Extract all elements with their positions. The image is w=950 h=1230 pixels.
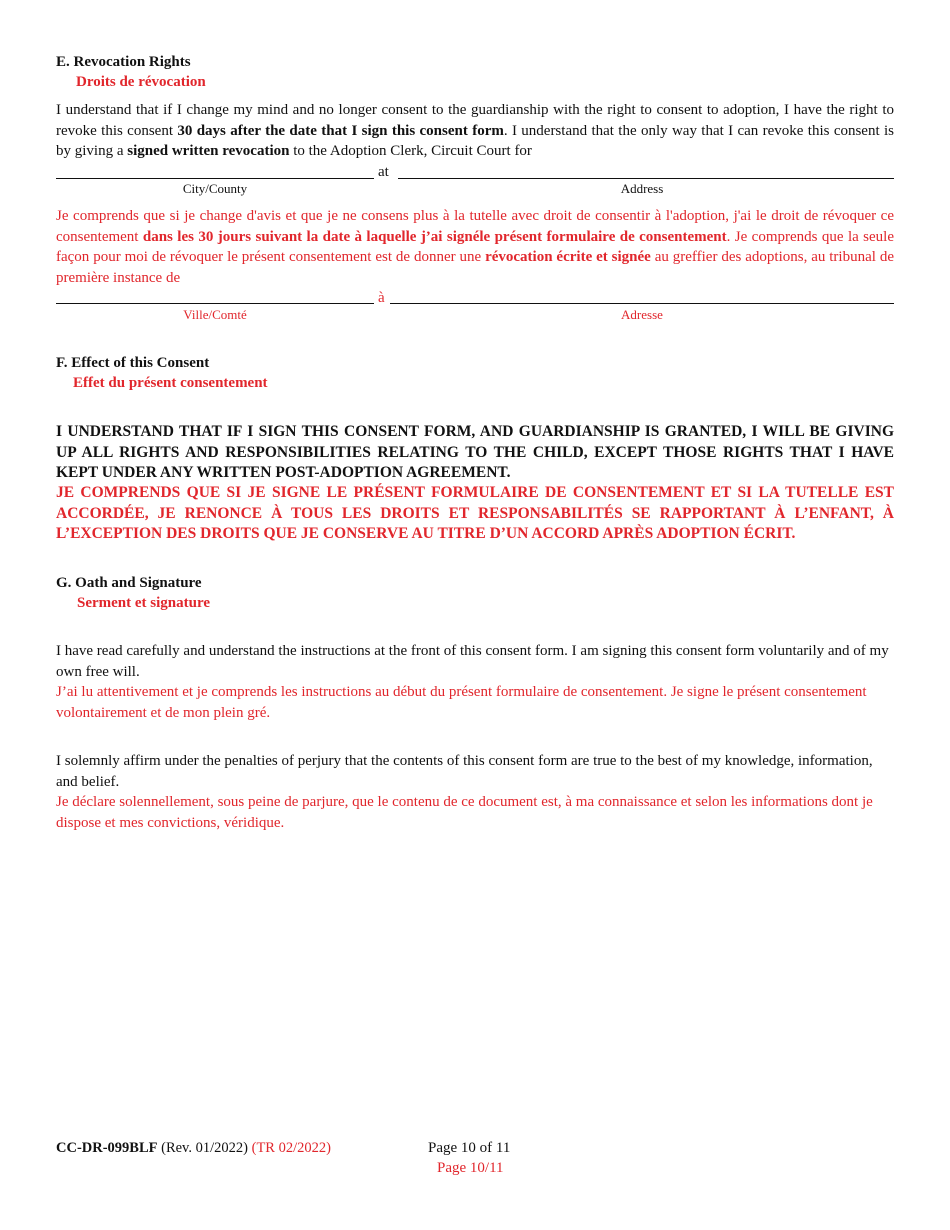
city-county-label: City/County (182, 181, 248, 196)
revocation-paragraph-fr: Je comprends que si je change d'avis et que je ne consens plus à la tutelle avec droit de consentir à l'adoption, j'ai le droit de révoquer ce consentement dans les 30 jours suivant la date à laquelle j’ai signéle présent formulaire de consentement. Je comprends que la seule façon pour moi de révoquer le présent consentement est de donner une révocation écrite et signée au greffier des adoptions, au tribunal de première instance de (56, 208, 894, 286)
form-id: CC-DR-099BLF (56, 1140, 158, 1156)
form-translation-revision: (TR 02/2022) (251, 1140, 331, 1156)
page-number: Page 10 of 11 (428, 1140, 511, 1156)
section-f-title: F. Effect of this Consent (56, 355, 210, 371)
section-g-title: G. Oath and Signature (56, 575, 202, 591)
address-field[interactable] (398, 178, 894, 179)
section-e-title: E. Revocation Rights (56, 54, 191, 70)
form-footer (56, 1138, 331, 1159)
a-label-fr: à (378, 290, 385, 306)
at-label: at (378, 164, 389, 180)
oath-read-en: I have read carefully and understand the instructions at the front of this consent form. I am signing this consent form voluntarily and of my own free will. (56, 643, 889, 680)
city-county-field[interactable] (56, 178, 374, 179)
consent-effect-fr: JE COMPRENDS QUE SI JE SIGNE LE PRÉSENT FORMULAIRE DE CONSENTEMENT ET SI LA TUTELLE EST ACCORDÉE, JE RENONCE À TOUS LES DROITS ET RESPONSABILITÉS SE RAPPORTANT À L’ENFANT, À L’EXCEPTION DES DROITS QUE JE CONSERVE AU TITRE D’UN ACCORD APRÈS ADOPTION ÉCRIT. (56, 484, 894, 542)
oath-affirm-fr: Je déclare solennellement, sous peine de parjure, que le contenu de ce document est, à ma connaissance et selon les informations dont je dispose et mes convictions, véridique. (56, 794, 873, 831)
section-g-title-fr: Serment et signature (77, 595, 211, 611)
section-f-title-fr: Effet du présent consentement (73, 375, 268, 391)
revocation-paragraph-en: I understand that if I change my mind and no longer consent to the guardianship with the right to consent to adoption, I have the right to revoke this consent 30 days after the date that I sign this consent form. I understand that the only way that I can revoke this consent is by giving a signed written revocation to the Adoption Clerk, Circuit Court for (56, 102, 894, 159)
city-county-label-fr: Ville/Comté (183, 307, 247, 322)
address-field-fr[interactable] (390, 303, 894, 304)
consent-effect-en: I UNDERSTAND THAT IF I SIGN THIS CONSENT FORM, AND GUARDIANSHIP IS GRANTED, I WILL BE GIVING UP ALL RIGHTS AND RESPONSIBILITIES RELATING TO THE CHILD, EXCEPT THOSE RIGHTS THAT I HAVE KEPT UNDER ANY WRITTEN POST-ADOPTION AGREEMENT. (56, 423, 894, 481)
oath-affirm-en: I solemnly affirm under the penalties of perjury that the contents of this consent form are true to the best of my knowledge, information, and belief. (56, 753, 873, 790)
city-county-field-fr[interactable] (56, 303, 374, 304)
address-label: Address (620, 181, 664, 196)
page-number-fr: Page 10/11 (437, 1160, 504, 1176)
section-e-title-fr: Droits de révocation (76, 74, 206, 90)
form-revision: (Rev. 01/2022) (161, 1140, 248, 1156)
address-label-fr: Adresse (621, 307, 663, 322)
oath-read-fr: J’ai lu attentivement et je comprends les instructions au début du présent formulaire de consentement. Je signe le présent consentement volontairement et de mon plein gré. (56, 684, 867, 721)
